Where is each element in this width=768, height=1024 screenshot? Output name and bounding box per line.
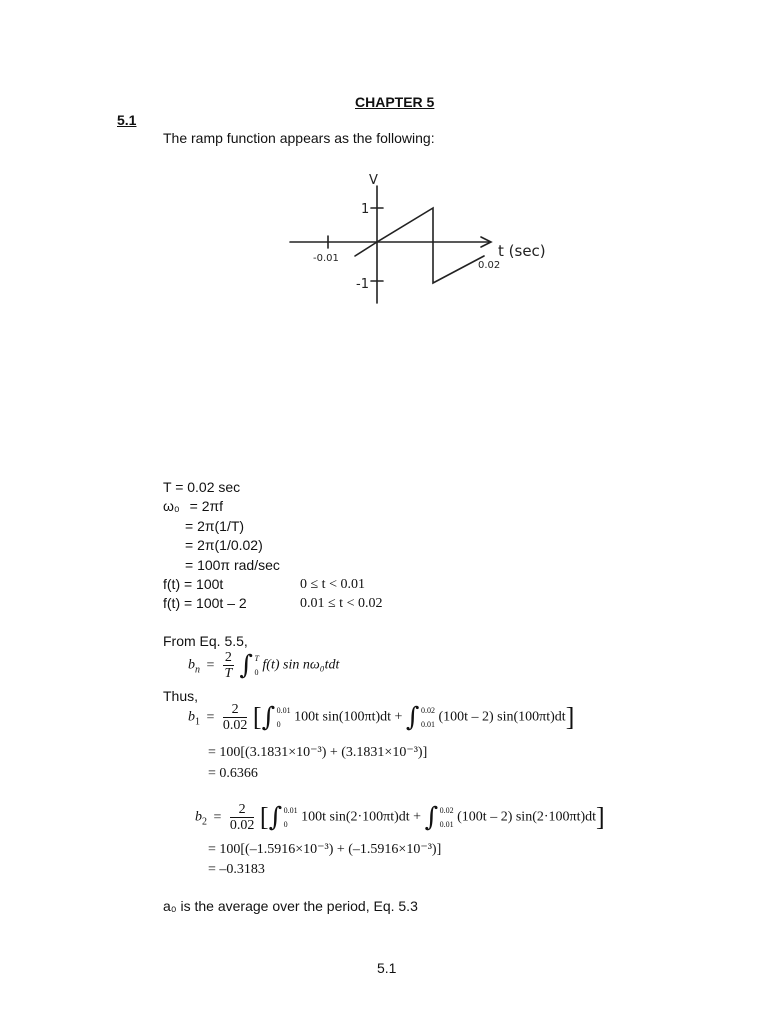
b1-result: = 0.6366 bbox=[208, 766, 258, 781]
b2-term1: 100t sin(2·100πt)dt + bbox=[301, 809, 422, 825]
bn-frac-num: 2 bbox=[224, 650, 232, 665]
thus-text: Thus, bbox=[163, 688, 199, 704]
b2-lim1-lower: 0 bbox=[283, 819, 288, 829]
integral-sign: ∫ bbox=[268, 802, 283, 833]
f2-expression: f(t) = 100t – 2 bbox=[163, 595, 247, 611]
b2-fraction bbox=[230, 802, 255, 833]
b1-limits-1 bbox=[277, 704, 291, 732]
integral-sign: ∫ bbox=[239, 650, 253, 681]
omega-symbol: ω₀ bbox=[163, 498, 180, 514]
b2-result: = –0.3183 bbox=[208, 862, 265, 877]
bn-integrand: f(t) sin nω₀tdt bbox=[262, 657, 340, 673]
b2-frac-den: 0.02 bbox=[229, 818, 255, 833]
tick-label-pos-t: 0.02 bbox=[478, 260, 501, 271]
b2-limits-2 bbox=[440, 804, 454, 832]
a0-text: a₀ is the average over the period, Eq. 5.3 bbox=[163, 898, 418, 914]
b1-lim2-lower: 0.01 bbox=[420, 719, 435, 729]
b1-subscript: 1 bbox=[195, 716, 200, 728]
b2-term2: (100t – 2) sin(2·100πt)dt bbox=[457, 809, 597, 825]
f2-range: 0.01 ≤ t < 0.02 bbox=[300, 596, 383, 611]
section-number: 5.1 bbox=[117, 112, 137, 128]
bn-formula: $b_n$ = $\frac{2}{T}$ ∫ T 0 f(t) sin nω₀tdt bbox=[188, 650, 340, 681]
b1-frac-den: 0.02 bbox=[222, 718, 248, 733]
intro-text: The ramp function appears as the following: bbox=[163, 130, 435, 146]
omega-line-1 bbox=[163, 497, 223, 517]
bn-subscript: n bbox=[195, 664, 200, 676]
ramp-function-svg bbox=[285, 168, 575, 313]
from-eq-text: From Eq. 5.5, bbox=[163, 633, 248, 649]
ramp-waveform bbox=[355, 208, 484, 283]
tick-label-neg-t: -0.01 bbox=[313, 253, 339, 264]
bn-upper-limit: T bbox=[254, 653, 259, 663]
b1-term2: (100t – 2) sin(100πt)dt bbox=[438, 709, 566, 725]
bn-symbol: b bbox=[188, 657, 195, 673]
b2-lim2-lower: 0.01 bbox=[439, 819, 454, 829]
b2-lim2-upper: 0.02 bbox=[439, 805, 454, 815]
integral-sign: ∫ bbox=[261, 702, 276, 733]
b1-frac-num: 2 bbox=[223, 702, 248, 718]
b2-formula: $b_2$ = $\frac{2}{0.02}$ [∫ 0.01 0 100t sin(2·100πt)dt + ∫ 0.02 0.01 (100t – 2) sin(2·100πt)dt] bbox=[195, 802, 605, 833]
omega-line-2: = 2π(1/T) bbox=[185, 518, 245, 534]
bn-lower-limit: 0 bbox=[254, 667, 259, 677]
b1-term1: 100t sin(100πt)dt + bbox=[294, 709, 403, 725]
bn-frac-den: T bbox=[224, 666, 233, 681]
b2-evaluation: = 100[(–1.5916×10⁻³) + (–1.5916×10⁻³)] bbox=[208, 842, 442, 857]
omega-line-4: = 100π rad/sec bbox=[185, 557, 280, 573]
b1-formula: $b_1$ = $\frac{2}{0.02}$ [∫ 0.01 0 100t sin(100πt)dt + ∫ 0.02 0.01 (100t – 2) sin(100πt)dt] bbox=[188, 702, 575, 733]
ramp-function-figure bbox=[285, 168, 575, 316]
b2-limits-1 bbox=[284, 804, 298, 832]
b2-subscript: 2 bbox=[202, 816, 207, 828]
y-axis-label: V bbox=[369, 173, 378, 188]
f1-expression: f(t) = 100t bbox=[163, 576, 224, 592]
period-line: T = 0.02 sec bbox=[163, 479, 241, 495]
integral-sign: ∫ bbox=[405, 702, 420, 733]
bn-fraction bbox=[223, 650, 234, 681]
bn-integral-limits bbox=[254, 652, 258, 680]
integral-sign: ∫ bbox=[424, 802, 439, 833]
b1-lim1-lower: 0 bbox=[276, 719, 281, 729]
b1-limits-2 bbox=[421, 704, 435, 732]
b2-lim1-upper: 0.01 bbox=[283, 805, 298, 815]
tick-label-pos-v: 1 bbox=[361, 202, 370, 217]
omega-def: = 2πf bbox=[189, 498, 224, 514]
chapter-title: CHAPTER 5 bbox=[355, 94, 435, 110]
page-number: 5.1 bbox=[377, 960, 397, 976]
omega-line-3: = 2π(1/0.02) bbox=[185, 537, 263, 553]
b1-lim2-upper: 0.02 bbox=[420, 705, 435, 715]
x-axis-label: t (sec) bbox=[498, 242, 546, 260]
f1-range: 0 ≤ t < 0.01 bbox=[300, 577, 365, 592]
b2-frac-num: 2 bbox=[230, 802, 255, 818]
tick-label-neg-v: -1 bbox=[356, 277, 369, 292]
b1-fraction bbox=[223, 702, 248, 733]
b1-lim1-upper: 0.01 bbox=[276, 705, 291, 715]
b1-evaluation: = 100[(3.1831×10⁻³) + (3.1831×10⁻³)] bbox=[208, 745, 428, 760]
